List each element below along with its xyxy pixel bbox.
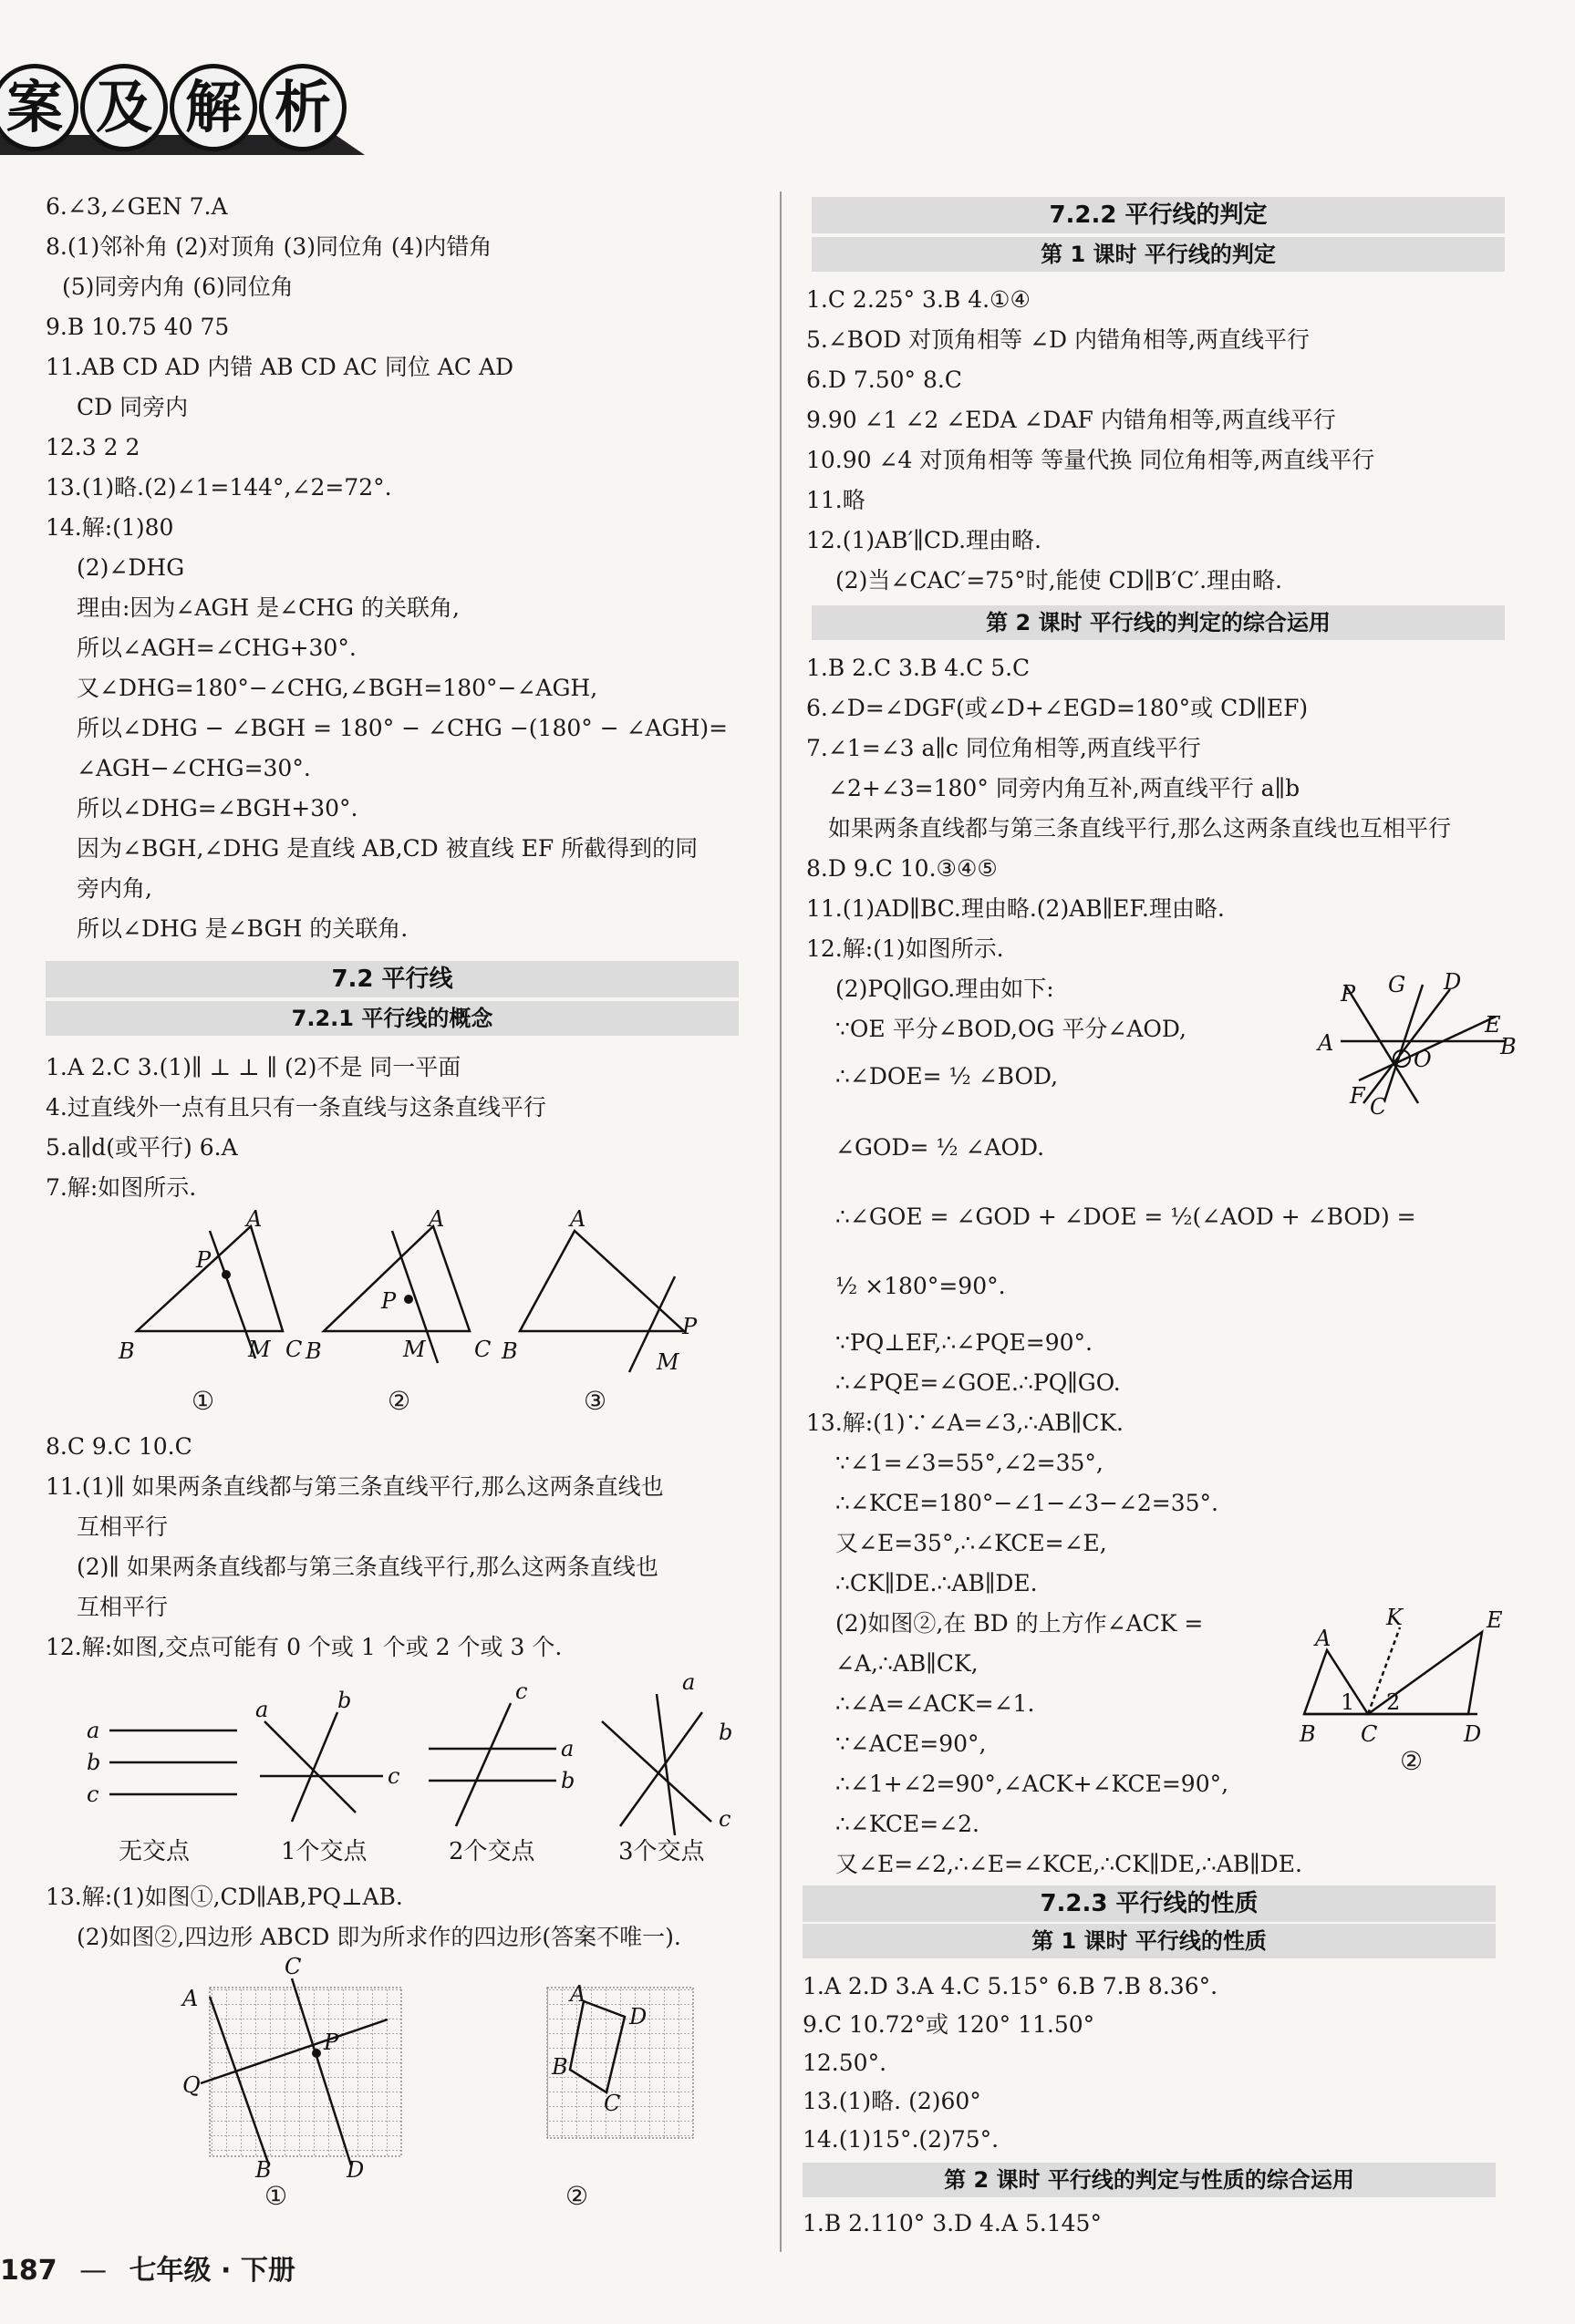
svg-text:b: b [337, 1688, 352, 1713]
svg-text:C: C [1361, 1721, 1378, 1747]
answer-line: ∴∠A=∠ACK=∠1. [835, 1690, 1035, 1717]
answer-line: 11.略 [806, 487, 865, 513]
answer-line: ∵OE 平分∠BOD,OG 平分∠AOD, [835, 1016, 1186, 1042]
answer-line: 互相平行 [77, 1594, 169, 1620]
answer-line: ∠AGH−∠CHG=30°. [77, 755, 311, 781]
answer-line: CD 同旁内 [77, 394, 189, 420]
answer-line: 14.(1)15°.(2)75°. [803, 2126, 1000, 2153]
figure-caption: 3个交点 [618, 1838, 705, 1865]
subsection-band-7-2-3-1: 第 1 课时 平行线的性质 [803, 1924, 1496, 1958]
svg-text:A: A [1318, 1030, 1334, 1056]
answer-line: 理由:因为∠AGH 是∠CHG 的关联角, [77, 594, 460, 621]
answer-line: 12.3 2 2 [46, 434, 140, 460]
answer-line: (2)如图②,四边形 ABCD 即为所求作的四边形(答案不唯一). [77, 1924, 681, 1950]
figure-q13-grids [182, 1954, 748, 2183]
svg-text:O: O [1414, 1047, 1432, 1072]
answer-line: 12.(1)AB′∥CD.理由略. [806, 527, 1041, 553]
answer-line: 9.B 10.75 40 75 [46, 314, 230, 340]
figure-caption: 无交点 [119, 1838, 191, 1865]
answer-line: 所以∠DHG 是∠BGH 的关联角. [77, 915, 409, 942]
svg-text:B: B [255, 2157, 272, 2183]
subsection-band-7-2-2-1: 第 1 课时 平行线的判定 [812, 237, 1505, 272]
svg-text:c: c [719, 1806, 731, 1832]
svg-text:P: P [196, 1247, 212, 1273]
svg-text:E: E [1487, 1607, 1503, 1633]
answer-line: 又∠E=∠2,∴∠E=∠KCE,∴CK∥DE,∴AB∥DE. [835, 1851, 1302, 1877]
answer-line: 13.解:(1)∵∠A=∠3,∴AB∥CK. [806, 1410, 1124, 1436]
answer-line: 11.(1)∥ 如果两条直线都与第三条直线平行,那么这两条直线也 [46, 1473, 664, 1500]
svg-text:P: P [682, 1314, 698, 1339]
subsection-band-7-2-2-2: 第 2 课时 平行线的判定的综合运用 [812, 605, 1505, 640]
answer-line: 12.解:(1)如图所示. [806, 935, 1004, 962]
svg-text:B: B [502, 1338, 518, 1364]
svg-text:D: D [1444, 969, 1462, 995]
answer-line: (2)∠DHG [77, 554, 185, 581]
figure-q12-angle-lines [1313, 966, 1517, 1121]
svg-text:D: D [1464, 1721, 1482, 1747]
figure-caption: 2个交点 [449, 1838, 535, 1865]
svg-text:D: D [629, 2004, 648, 2030]
figure-caption: ① [192, 1386, 215, 1416]
answer-line: ∵∠1=∠3=55°,∠2=35°, [835, 1450, 1104, 1476]
answer-line: 13.解:(1)如图①,CD∥AB,PQ⊥AB. [46, 1884, 403, 1910]
answer-line: 7.解:如图所示. [46, 1174, 197, 1201]
svg-text:b: b [87, 1750, 101, 1775]
answer-line: 8.(1)邻补角 (2)对顶角 (3)同位角 (4)内错角 [46, 233, 492, 260]
answer-line: 1.A 2.D 3.A 4.C 5.15° 6.B 7.B 8.36°. [803, 1973, 1218, 1999]
title-char-4: 析 [259, 64, 347, 151]
page-footer [0, 2247, 295, 2288]
title-char-3: 解 [170, 64, 257, 151]
svg-text:F: F [1350, 1083, 1365, 1109]
answer-line: ∴∠PQE=∠GOE.∴PQ∥GO. [835, 1369, 1121, 1396]
subsection-band-7-2-1: 7.2.1 平行线的概念 [46, 1001, 739, 1036]
svg-text:a: a [255, 1697, 269, 1722]
svg-text:c: c [515, 1678, 528, 1704]
svg-text:A: A [182, 1986, 199, 2011]
answer-line: ∴∠KCE=180°−∠1−∠3−∠2=35°. [835, 1490, 1219, 1516]
answer-line: 10.90 ∠4 对顶角相等 等量代换 同位角相等,两直线平行 [806, 447, 1375, 473]
page-number: 187 [0, 2255, 57, 2287]
svg-text:D: D [347, 2157, 365, 2183]
svg-text:c: c [388, 1763, 400, 1789]
answer-line: 5.a∥d(或平行) 6.A [46, 1134, 238, 1161]
answer-line: (2)如图②,在 BD 的上方作∠ACK = [835, 1610, 1204, 1637]
answer-line: 6.∠D=∠DGF(或∠D+∠EGD=180°或 CD∥EF) [806, 695, 1309, 721]
svg-text:B: B [552, 2054, 568, 2080]
svg-text:Q: Q [182, 2072, 201, 2098]
svg-text:b: b [561, 1768, 575, 1793]
title-char-2: 及 [80, 64, 168, 151]
answer-line: 11.AB CD AD 内错 AB CD AC 同位 AC AD [46, 354, 514, 380]
svg-text:A: A [246, 1206, 263, 1232]
svg-text:A: A [429, 1206, 445, 1232]
figure-caption: ③ [584, 1386, 607, 1416]
answer-line: 又∠E=35°,∴∠KCE=∠E, [835, 1530, 1107, 1556]
answer-line: 所以∠DHG − ∠BGH = 180° − ∠CHG −(180° − ∠AGH)= [77, 715, 729, 741]
answer-line: (2)当∠CAC′=75°时,能使 CD∥B′C′.理由略. [835, 567, 1282, 594]
svg-text:B: B [119, 1338, 135, 1364]
svg-text:1: 1 [1341, 1689, 1355, 1715]
answer-line: 7.∠1=∠3 a∥c 同位角相等,两直线平行 [806, 735, 1201, 761]
svg-text:A: A [570, 1981, 586, 2007]
answer-line: ∠2+∠3=180° 同旁内角互补,两直线平行 a∥b [828, 775, 1300, 801]
answer-line: ∴∠1+∠2=90°,∠ACK+∠KCE=90°, [835, 1771, 1229, 1797]
figure-caption: ② [1400, 1746, 1424, 1776]
svg-text:c: c [87, 1782, 99, 1807]
svg-text:M: M [248, 1337, 271, 1362]
section-band-7-2-2: 7.2.2 平行线的判定 [812, 197, 1505, 233]
svg-text:K: K [1386, 1605, 1403, 1630]
title-char-1: 案 [0, 64, 78, 151]
figure-q7-triangles [119, 1206, 757, 1377]
svg-text:a: a [561, 1736, 575, 1761]
answer-line: ∴∠DOE= ½ ∠BOD, [835, 1063, 1059, 1090]
figure-caption: 1个交点 [281, 1838, 368, 1865]
svg-text:P: P [324, 2030, 339, 2055]
answer-line: 1.C 2.25° 3.B 4.①④ [806, 286, 1031, 313]
answer-line: 9.C 10.72°或 120° 11.50° [803, 2011, 1095, 2038]
svg-text:M: M [657, 1349, 679, 1375]
answer-line: (2)∥ 如果两条直线都与第三条直线平行,那么这两条直线也 [77, 1554, 658, 1580]
svg-text:B: B [1500, 1034, 1517, 1059]
answer-line: 互相平行 [77, 1513, 169, 1540]
svg-text:2: 2 [1386, 1689, 1401, 1715]
answer-line: 8.C 9.C 10.C [46, 1433, 192, 1460]
svg-text:B: B [306, 1338, 322, 1364]
answer-line: 13.(1)略.(2)∠1=144°,∠2=72°. [46, 474, 392, 501]
svg-text:G: G [1388, 972, 1406, 997]
svg-text:P: P [381, 1288, 397, 1314]
answer-line: 9.90 ∠1 ∠2 ∠EDA ∠DAF 内错角相等,两直线平行 [806, 407, 1336, 433]
answer-line: ½ ×180°=90°. [835, 1273, 1006, 1299]
svg-text:A: A [570, 1206, 586, 1232]
answer-line: 8.D 9.C 10.③④⑤ [806, 855, 998, 882]
svg-text:C: C [285, 1954, 302, 1979]
section-band-7-2-3: 7.2.3 平行线的性质 [803, 1885, 1496, 1922]
answer-line: 所以∠AGH=∠CHG+30°. [77, 635, 357, 661]
answer-line: 旁内角, [77, 875, 152, 902]
column-divider [780, 191, 782, 2252]
answer-line: 12.50°. [803, 2050, 887, 2076]
figure-caption: ① [264, 2181, 288, 2211]
svg-text:b: b [719, 1720, 733, 1745]
answer-line: (5)同旁内角 (6)同位角 [62, 274, 294, 300]
answer-line: 1.B 2.110° 3.D 4.A 5.145° [803, 2210, 1102, 2236]
answer-line: ∴∠KCE=∠2. [835, 1811, 979, 1837]
answer-line: ∴CK∥DE.∴AB∥DE. [835, 1570, 1038, 1596]
answer-line: 4.过直线外一点有且只有一条直线与这条直线平行 [46, 1094, 546, 1121]
answer-line: 又∠DHG=180°−∠CHG,∠BGH=180°−∠AGH, [77, 675, 598, 701]
svg-text:A: A [1315, 1626, 1331, 1651]
answer-line: 因为∠BGH,∠DHG 是直线 AB,CD 被直线 EF 所截得到的同 [77, 835, 699, 862]
answer-line: 5.∠BOD 对顶角相等 ∠D 内错角相等,两直线平行 [806, 326, 1310, 353]
section-band-7-2: 7.2 平行线 [46, 961, 739, 997]
svg-text:C: C [604, 2091, 621, 2116]
answer-line: ∵PQ⊥EF,∴∠PQE=90°. [835, 1329, 1093, 1356]
answer-line: ∠A,∴AB∥CK, [835, 1650, 979, 1677]
answer-line: 12.解:如图,交点可能有 0 个或 1 个或 2 个或 3 个. [46, 1634, 563, 1660]
svg-text:C: C [285, 1337, 303, 1362]
svg-text:a: a [87, 1718, 100, 1743]
answer-line: 6.∠3,∠GEN 7.A [46, 193, 228, 220]
grade-label: 七年级 · 下册 [129, 2255, 295, 2287]
section-title [0, 64, 383, 155]
answer-line: 14.解:(1)80 [46, 514, 174, 541]
answer-line: ∴∠GOE = ∠GOD + ∠DOE = ½(∠AOD + ∠BOD) = [835, 1203, 1416, 1230]
figure-q13-triangles [1295, 1605, 1523, 1760]
answer-line: ∠GOD= ½ ∠AOD. [835, 1134, 1045, 1161]
answer-line: (2)PQ∥GO.理由如下: [835, 976, 1054, 1002]
figure-caption: ② [388, 1386, 411, 1416]
svg-text:C: C [1370, 1094, 1387, 1120]
svg-text:B: B [1300, 1721, 1316, 1747]
answer-line: 6.D 7.50° 8.C [806, 367, 962, 393]
answer-line: 11.(1)AD∥BC.理由略.(2)AB∥EF.理由略. [806, 895, 1225, 922]
svg-text:P: P [1341, 981, 1356, 1007]
answer-line: 13.(1)略. (2)60° [803, 2088, 981, 2114]
answer-line: ∵∠ACE=90°, [835, 1730, 987, 1757]
svg-text:a: a [682, 1669, 696, 1695]
answer-line: 1.A 2.C 3.(1)∥ ⊥ ⊥ ∥ (2)不是 同一平面 [46, 1054, 461, 1080]
subsection-band-7-2-3-2: 第 2 课时 平行线的判定与性质的综合运用 [803, 2163, 1496, 2197]
answer-line: 如果两条直线都与第三条直线平行,那么这两条直线也互相平行 [828, 815, 1451, 842]
svg-text:C: C [474, 1337, 492, 1362]
answer-line: 所以∠DHG=∠BGH+30°. [77, 795, 358, 821]
figure-q12-intersections [73, 1669, 766, 1840]
answer-line: 1.B 2.C 3.B 4.C 5.C [806, 655, 1031, 681]
figure-caption: ② [565, 2181, 589, 2211]
svg-text:E: E [1485, 1012, 1501, 1038]
svg-text:M: M [403, 1337, 426, 1362]
footer-dash: — [79, 2255, 108, 2287]
